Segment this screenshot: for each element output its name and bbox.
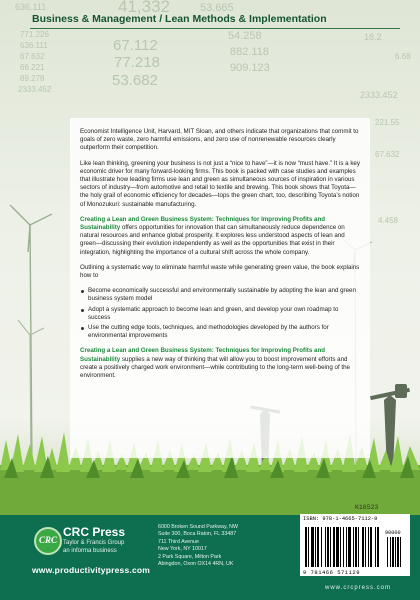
address-ny — [158, 539, 207, 552]
paragraph: Outlining a systematic way to eliminate harmful waste while generating green value, the book explains how to — [80, 263, 360, 280]
bg-number: 6.68 — [395, 52, 411, 61]
paragraph — [80, 347, 360, 380]
book-title-inline: Creating a Lean and Green Business System: Techniques for Improving Profits and Sustainability — [80, 215, 326, 232]
address-line: Suite 300, Boca Raton, FL 33487 — [158, 530, 237, 537]
address-uk — [158, 554, 233, 567]
bg-number: 67.632 — [20, 52, 45, 61]
address-line: Abingdon, Oxon OX14 4RN, UK — [158, 560, 234, 567]
header-rule — [30, 28, 400, 29]
bullet-list — [80, 287, 360, 340]
bg-number: 2333.452 — [18, 85, 52, 94]
paragraph-text: offers opportunities for innovation that can simultaneously reduce dependence on natural resources and enhance global prosperity. It explores less understood aspects of lean and green—discussing their evolution independently as well as the opportunities that exist in their integration, highlighting the importance of a cultural shift across the whole company. — [80, 224, 345, 256]
bg-number: 221.55 — [375, 118, 400, 127]
address-line: 711 Third Avenue — [158, 539, 199, 545]
bg-number: 41,332 — [118, 0, 170, 16]
description — [80, 128, 360, 387]
book-title-inline: Creating a Lean and Green Business System: Techniques for Improving Profits and Sustainability — [80, 347, 326, 363]
website-link[interactable]: www.crcpress.com — [325, 585, 392, 591]
list-item: Become economically successful and environmentally sustainable by adopting the lean and green business system model — [80, 287, 360, 303]
bg-number: 67.632 — [375, 150, 400, 159]
crc-logo-icon — [34, 527, 62, 555]
bg-number: 909.123 — [230, 62, 270, 74]
bg-number: 882.118 — [230, 46, 269, 58]
paragraph-text: supplies a new way of thinking that will allow you to boost improvement efforts and create a positively charged work environment—while contributing to the long-term well-being of the environment. — [80, 355, 350, 380]
bg-number: 2333.452 — [360, 90, 398, 100]
list-item: Use the cutting edge tools, techniques, and methodologies developed by the authors for environmental improvements — [80, 324, 360, 340]
paragraph — [80, 216, 360, 257]
ean-number: 9 781466 571129 — [303, 569, 361, 576]
address-line: 2 Park Square, Milton Park — [158, 554, 222, 560]
bg-number: 771.226 — [20, 30, 49, 39]
bg-number: 53.682 — [112, 72, 158, 89]
publisher-name: CRC Press — [63, 525, 126, 539]
bg-number: 66.221 — [20, 63, 45, 72]
paragraph: Like lean thinking, greening your business is not just a “nice to have”—it is now “must have.” It is a key economic driver for many forward-looking firms. This book is packed with case studies and examples that illustrate how leading firms use lean and green as simultaneous sources of inspiration in various sectors of industry—from automotive and retail to textile and brewing. This book shows that Toyota—the holy grail of economic efficiency for decades—tops the green chart, too, describing Toyota’s notion of Monozukuri: sustainable manufacturing. — [80, 159, 360, 208]
bg-number: 4.458 — [378, 216, 399, 225]
bg-number: 636.111 — [15, 2, 47, 12]
isbn-label: ISBN: 978-1-4665-7112-9 — [303, 516, 378, 522]
logo-text: CRC — [38, 535, 57, 545]
bg-number: 77.218 — [114, 54, 160, 71]
bg-number: 67.112 — [113, 37, 158, 54]
list-item: Adopt a systematic approach to become lean and green, and develop your own roadmap to success — [80, 306, 360, 322]
price-code: 90000 — [385, 530, 401, 536]
category-title: Business & Management / Lean Methods & Implementation — [32, 13, 327, 25]
address-line: New York, NY 10017 — [158, 545, 207, 552]
paragraph: Economist Intelligence Unit, Harvard, MIT Sloan, and others indicate that organizations that commit to goals of zero waste, zero harmful emissions, and zero use of nonrenewable resources clearly outperform their competition. — [80, 128, 359, 152]
bg-number: 53.665 — [200, 2, 234, 14]
publisher-tagline: an informa business — [63, 548, 117, 554]
website-link[interactable]: www.productivitypress.com — [32, 565, 151, 575]
address-line: 6000 Broken Sound Parkway, NW — [158, 524, 238, 530]
barcode-icon — [303, 527, 413, 567]
bg-number: 18.2 — [364, 32, 382, 42]
bg-number: 54.258 — [228, 30, 262, 42]
bg-number: 89.278 — [20, 74, 45, 83]
catalog-number: K16523 — [355, 504, 379, 511]
address-us — [158, 524, 238, 537]
bg-number: 636.111 — [20, 41, 48, 50]
header — [0, 0, 420, 30]
publisher-group: Taylor & Francis Group — [63, 540, 125, 546]
